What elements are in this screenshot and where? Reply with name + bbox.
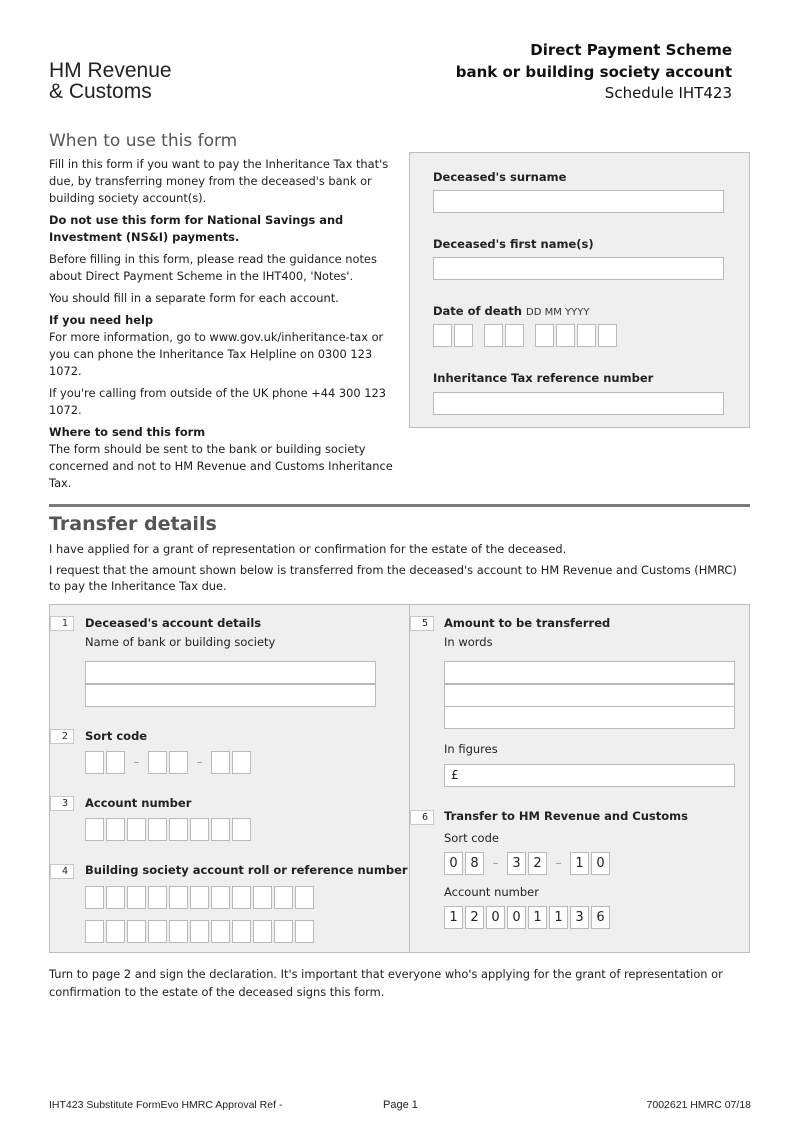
help-heading: If you need help	[49, 313, 154, 327]
footer-form-ref: IHT423 Substitute FormEvo HMRC Approval Ref -	[49, 1099, 283, 1111]
footer-version: 7002621 HMRC 07/18	[646, 1099, 751, 1111]
amount-label: Amount to be transferred	[444, 616, 611, 630]
question-number-3: 3	[50, 796, 74, 811]
sort-code-digit[interactable]	[148, 751, 167, 774]
account-number-cells	[85, 818, 253, 841]
roll-number-cells-row-1	[85, 886, 316, 909]
roll-number-char[interactable]	[127, 886, 146, 909]
schedule-ref: Schedule IHT423	[604, 84, 732, 102]
roll-number-char[interactable]	[190, 886, 209, 909]
roll-number-char[interactable]	[85, 920, 104, 943]
roll-number-char[interactable]	[211, 886, 230, 909]
roll-number-char[interactable]	[169, 920, 188, 943]
hmrc-sort-code-digit: 8	[465, 852, 484, 875]
roll-number-char[interactable]	[274, 920, 293, 943]
roll-number-char[interactable]	[211, 920, 230, 943]
account-number-digit[interactable]	[127, 818, 146, 841]
account-number-digit[interactable]	[190, 818, 209, 841]
roll-number-label: Building society account roll or reference number	[85, 863, 408, 877]
account-number-digit[interactable]	[232, 818, 251, 841]
first-names-field[interactable]	[433, 257, 724, 280]
roll-number-char[interactable]	[232, 886, 251, 909]
account-number-digit[interactable]	[211, 818, 230, 841]
roll-number-char[interactable]	[106, 886, 125, 909]
hmrc-sort-code-cells	[444, 852, 612, 875]
grant-statement: I have applied for a grant of representation or confirmation for the estate of the deceased.	[49, 542, 567, 556]
question-number-2: 2	[50, 729, 74, 744]
column-divider	[409, 605, 410, 952]
account-number-digit[interactable]	[148, 818, 167, 841]
intro-text	[49, 156, 394, 497]
roll-number-char[interactable]	[253, 920, 272, 943]
amount-figures-field[interactable]	[444, 764, 735, 787]
account-number-digit[interactable]	[85, 818, 104, 841]
form-subtitle: bank or building society account	[455, 62, 732, 81]
in-figures-label: In figures	[444, 742, 498, 756]
form-title: Direct Payment Scheme	[530, 41, 732, 59]
sort-code-dash: –	[133, 755, 140, 769]
dod-year-digit[interactable]	[577, 324, 596, 347]
bank-name-field-line-2[interactable]	[85, 684, 376, 707]
hmrc-sort-code-digit: 0	[591, 852, 610, 875]
dod-day-digit[interactable]	[433, 324, 452, 347]
date-of-death-label	[433, 304, 589, 318]
roll-number-cells-row-2	[85, 920, 316, 943]
date-of-death-cells	[433, 324, 619, 347]
hmrc-sort-code-digit: 3	[507, 852, 526, 875]
roll-number-char[interactable]	[148, 920, 167, 943]
sort-code-digit[interactable]	[169, 751, 188, 774]
footer-page-number: Page 1	[383, 1099, 418, 1111]
hmrc-account-digit: 3	[570, 906, 589, 929]
hmrc-account-digit: 1	[549, 906, 568, 929]
sort-code-digit[interactable]	[106, 751, 125, 774]
hmrc-account-digit: 1	[444, 906, 463, 929]
dod-year-digit[interactable]	[556, 324, 575, 347]
amount-words-line-3[interactable]	[444, 706, 735, 729]
hmrc-account-digit: 0	[507, 906, 526, 929]
roll-number-char[interactable]	[106, 920, 125, 943]
transfer-request: I request that the amount shown below is transferred from the deceased's account to HM Revenue and Customs (HMRC) to pay the Inheritance Tax due.	[49, 562, 737, 593]
hmrc-account-number-label: Account number	[444, 885, 539, 899]
section-divider	[49, 504, 750, 507]
separate-form-paragraph: You should fill in a separate form for each account.	[49, 291, 339, 305]
dod-day-digit[interactable]	[454, 324, 473, 347]
account-number-digit[interactable]	[106, 818, 125, 841]
transfer-text	[49, 541, 749, 599]
hmrc-sort-code-digit: 0	[444, 852, 463, 875]
dod-year-digit[interactable]	[535, 324, 554, 347]
sort-code-digit[interactable]	[211, 751, 230, 774]
hmrc-account-digit: 1	[528, 906, 547, 929]
roll-number-char[interactable]	[169, 886, 188, 909]
declaration-note: Turn to page 2 and sign the declaration. It's important that everyone who's applying for the grant of representation or confirmation to the estate of the deceased signs this form.	[49, 967, 723, 999]
sort-code-label: Sort code	[85, 729, 148, 743]
hmrc-account-number-cells	[444, 906, 612, 929]
surname-field[interactable]	[433, 190, 724, 213]
bank-name-field-line-1[interactable]	[85, 661, 376, 684]
sort-code-dash: –	[196, 755, 203, 769]
guidance-paragraph: Before filling in this form, please read the guidance notes about Direct Payment Scheme in the IHT400, 'Notes'.	[49, 252, 377, 283]
dod-month-digit[interactable]	[505, 324, 524, 347]
sort-code-dash: –	[492, 856, 499, 870]
question-number-6: 6	[410, 810, 434, 825]
hmrc-sort-code-digit: 2	[528, 852, 547, 875]
roll-number-char[interactable]	[253, 886, 272, 909]
hmrc-sort-code-label: Sort code	[444, 831, 499, 845]
transfer-to-hmrc-label: Transfer to HM Revenue and Customs	[444, 809, 689, 823]
question-number-1: 1	[50, 616, 74, 631]
surname-label: Deceased's surname	[433, 170, 567, 184]
transfer-details-heading: Transfer details	[49, 513, 217, 535]
where-text: The form should be sent to the bank or building society concerned and not to HM Revenue and Customs Inheritance Tax.	[49, 442, 393, 490]
first-names-label: Deceased's first name(s)	[433, 237, 594, 251]
question-number-5: 5	[410, 616, 434, 631]
sort-code-cells	[85, 751, 253, 774]
roll-number-char[interactable]	[295, 886, 314, 909]
hmrc-account-digit: 0	[486, 906, 505, 929]
question-number-4: 4	[50, 864, 74, 879]
hmrc-logo	[49, 60, 172, 102]
roll-number-char[interactable]	[85, 886, 104, 909]
deceased-details-box	[409, 152, 750, 428]
dod-month-digit[interactable]	[484, 324, 503, 347]
hmrc-account-digit: 2	[465, 906, 484, 929]
in-words-label: In words	[444, 635, 493, 649]
hmrc-account-digit: 6	[591, 906, 610, 929]
pound-sign: £	[451, 768, 459, 782]
form-header	[456, 40, 732, 105]
account-number-digit[interactable]	[169, 818, 188, 841]
roll-number-char[interactable]	[232, 920, 251, 943]
outside-uk-text: If you're calling from outside of the UK phone +44 300 123 1072.	[49, 386, 387, 417]
roll-number-char[interactable]	[295, 920, 314, 943]
logo-line-1: HM Revenue	[49, 59, 172, 82]
roll-number-char[interactable]	[190, 920, 209, 943]
transfer-details-box	[49, 604, 750, 953]
sort-code-digit[interactable]	[85, 751, 104, 774]
account-details-label: Deceased's account details	[85, 616, 262, 630]
when-to-use-heading: When to use this form	[49, 131, 238, 151]
sort-code-digit[interactable]	[232, 751, 251, 774]
amount-words-line-2[interactable]	[444, 684, 735, 707]
sort-code-dash: –	[555, 856, 562, 870]
help-text: For more information, go to www.gov.uk/inheritance-tax or you can phone the Inheritance Tax Helpline on 0300 123 1072.	[49, 330, 384, 378]
roll-number-char[interactable]	[148, 886, 167, 909]
roll-number-char[interactable]	[127, 920, 146, 943]
date-of-death-label-text: Date of death	[433, 304, 522, 318]
dod-year-digit[interactable]	[598, 324, 617, 347]
nsi-warning: Do not use this form for National Savings and Investment (NS&I) payments.	[49, 213, 344, 244]
roll-number-char[interactable]	[274, 886, 293, 909]
bank-name-sub-label: Name of bank or building society	[85, 635, 276, 649]
iht-ref-label: Inheritance Tax reference number	[433, 371, 654, 385]
date-format-hint: DD MM YYYY	[526, 307, 590, 318]
iht-ref-field[interactable]	[433, 392, 724, 415]
hmrc-sort-code-digit: 1	[570, 852, 589, 875]
logo-line-2: & Customs	[49, 80, 152, 103]
intro-paragraph: Fill in this form if you want to pay the Inheritance Tax that's due, by transferring money from the deceased's bank or building society account(s).	[49, 157, 389, 205]
amount-words-line-1[interactable]	[444, 661, 735, 684]
where-heading: Where to send this form	[49, 425, 206, 439]
account-number-label: Account number	[85, 796, 192, 810]
